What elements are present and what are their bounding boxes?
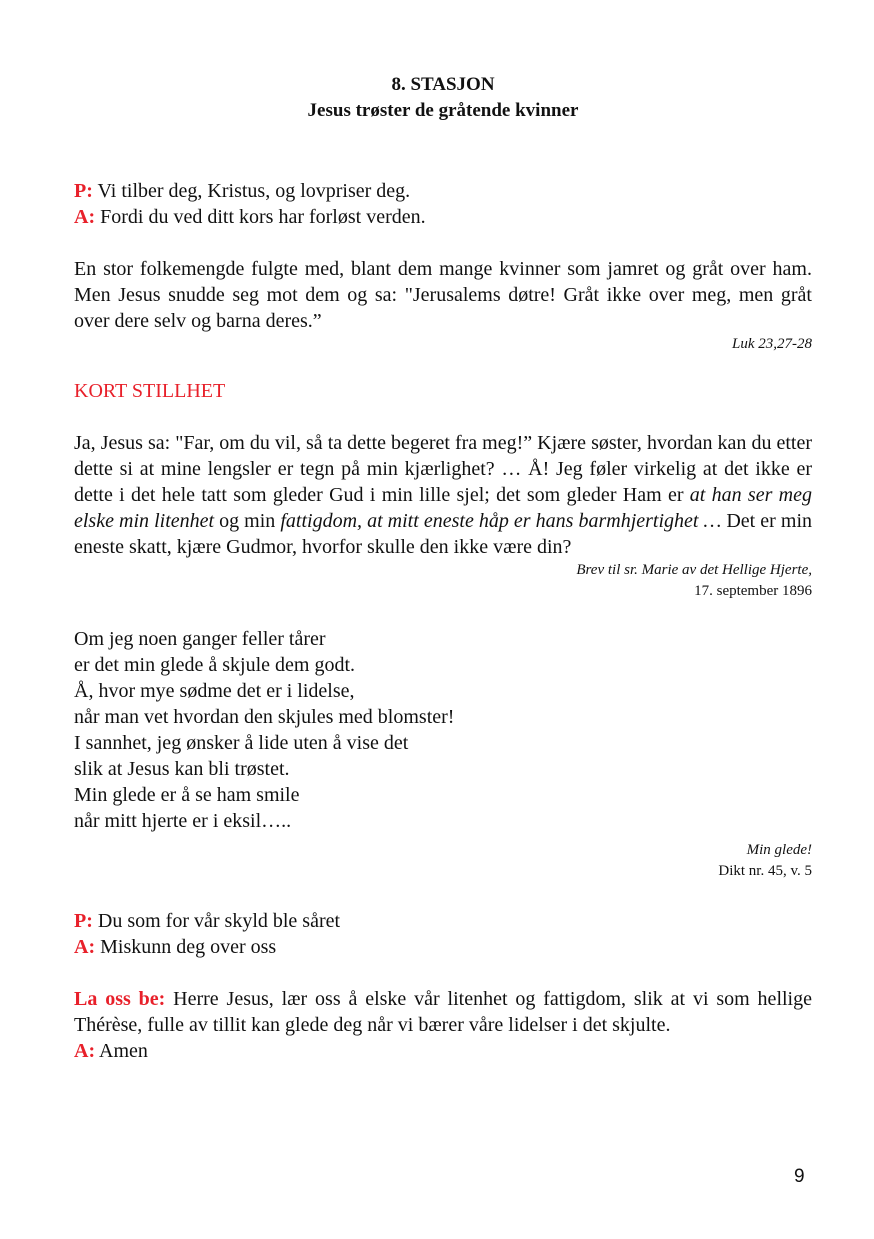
poem-line: når mitt hjerte er i eksil….. [74, 810, 292, 832]
all-label-2: A: [74, 936, 96, 958]
letter-text [74, 430, 812, 560]
poem-line: er det min glede å skjule dem godt. [74, 654, 356, 676]
prayer-body: Herre Jesus, lær oss å elske vår litenhet og fattigdom, slik at vi som hellige Thérèse, fulle av tillit kan glede deg når vi bærer våre lidelser i det skjulte. [74, 988, 812, 1036]
poem-line: Om jeg noen ganger feller tårer [74, 628, 326, 650]
priest-label-2: P: [74, 910, 93, 932]
page-number: 9 [794, 1166, 805, 1187]
priest-label: P: [74, 180, 93, 202]
poem-line: Min glede er å se ham smile [74, 784, 300, 806]
silence-heading: KORT STILLHET [74, 380, 226, 402]
response-all-2 [74, 934, 812, 960]
document-page [74, 72, 812, 1064]
all-text: Fordi du ved ditt kors har forløst verden. [95, 206, 426, 228]
letter-source: Brev til sr. Marie av det Hellige Hjerte, [576, 562, 812, 578]
station-title: 8. STASJON [391, 74, 495, 95]
response-priest-2 [74, 908, 812, 934]
poem-line: slik at Jesus kan bli trøstet. [74, 758, 290, 780]
letter-part-1: Ja, Jesus sa: "Far, om du vil, så ta dette begeret fra meg!” Kjære søster, hvordan kan du etter dette si at mine lengsler er tegn på min kjærlighet? … Å! Jeg føler virkelig at det ikke er dette i det hele tatt som gleder Gud i min lille sjel; det som gleder Ham er [74, 432, 812, 506]
poem-line: I sannhet, jeg ønsker å lide uten å vise det [74, 732, 409, 754]
prayer-text [74, 986, 812, 1038]
poem-line: når man vet hvordan den skjules med blomster! [74, 706, 455, 728]
poem-number: Dikt nr. 45, v. 5 [718, 863, 812, 879]
letter-part-3: Det er min eneste skatt, kjære Gudmor, hvorfor skulle den ikke være din? [74, 510, 813, 558]
all-text-2: Miskunn deg over oss [95, 936, 277, 958]
all-label: A: [74, 206, 96, 228]
scripture-text: En stor folkemengde fulgte med, blant dem mange kvinner som jamret og gråt over ham. Men Jesus snudde seg mot dem og sa: "Jerusalems døtre! Gråt ikke over meg, men gråt over dere selv og barna deres.” [74, 258, 812, 332]
station-subtitle: Jesus trøster de gråtende kvinner [307, 100, 579, 121]
amen-label: A: [74, 1040, 96, 1062]
prayer-amen [74, 1038, 812, 1064]
poem [74, 626, 812, 834]
prayer-label: La oss be: [74, 988, 166, 1010]
letter-italic-2: fattigdom, at mitt eneste håp er hans barmhjertighet … [280, 510, 722, 532]
letter-part-2: og min [214, 510, 281, 532]
poem-line: Å, hvor mye sødme det er i lidelse, [74, 680, 355, 702]
poem-source: Min glede! [746, 842, 812, 858]
letter-date: 17. september 1896 [694, 583, 812, 599]
response-all [74, 204, 812, 230]
priest-text-2: Du som for vår skyld ble såret [92, 910, 341, 932]
amen-text: Amen [95, 1040, 148, 1062]
scripture-reference: Luk 23,27-28 [732, 336, 812, 352]
response-priest [74, 178, 812, 204]
letter-italic-1: at han ser meg elske min litenhet [74, 484, 812, 532]
priest-text: Vi tilber deg, Kristus, og lovpriser deg. [92, 180, 411, 202]
